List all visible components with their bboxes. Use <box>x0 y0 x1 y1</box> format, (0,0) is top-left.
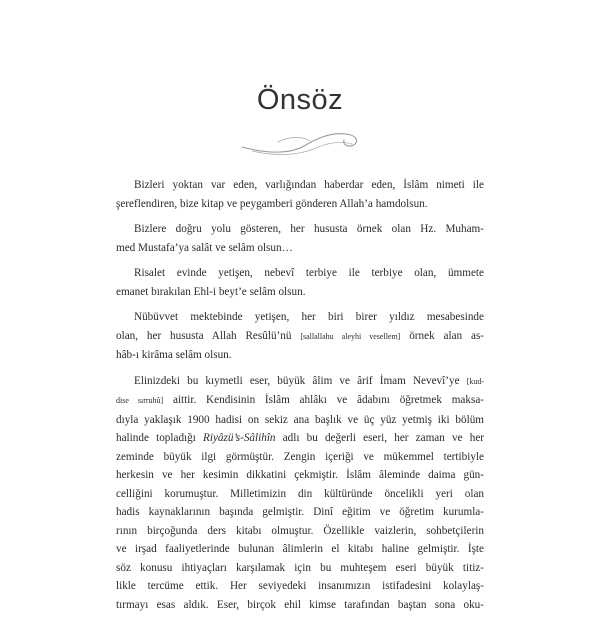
text-line: med Mustafa’ya salât ve selâm olsun… <box>116 241 293 254</box>
text-line: herkesin ve her kesimin dikkatini çekmiştir. İslâm âleminde daima gün- <box>116 469 484 481</box>
paragraph-5 <box>116 372 484 615</box>
flourish-ornament <box>238 124 364 160</box>
text-segment: halinde topladığı <box>116 432 196 444</box>
text-line: hadis kaynaklarının başında gelmiştir. Dinî eğitim ve öğretim kurumla- <box>116 506 484 518</box>
text-line: ve irşad faaliyetlerinde bulunan âlimlerin el kitabı haline gelmiştir. İşte <box>116 543 484 555</box>
text-line: tırmayı esas aldık. Eser, birçok ehil kimse tarafından baştan sona oku- <box>116 598 484 611</box>
honorific-small: [kud- <box>466 376 485 386</box>
text-line: dıyla yaklaşık 1900 hadisi on sekiz ana başlık ve üç yüz yetmiş iki bölüm <box>116 413 484 426</box>
preface-body <box>116 176 484 621</box>
text-segment: Elinizdeki bu kıymetli eser, büyük âlim ve ârif İmam Nevevî’ye <box>134 374 460 387</box>
page-title: Önsöz <box>256 84 344 116</box>
paragraph-2 <box>116 220 484 257</box>
text-line: emanet bırakılan Ehl-i beyt’e selâm olsun. <box>116 285 306 298</box>
text-line: Nübüvvet mektebinde yetişen, her biri birer yıldız mesabesinde <box>134 311 484 323</box>
text-line-mixed <box>116 429 484 448</box>
text-line: rının birçoğunda ders kitabı olmuştur. Özellikle vaizlerin, sohbetçilerin <box>116 524 484 537</box>
honorific-small: dise sırruhû] <box>116 396 164 405</box>
text-segment: olan, her hususta Allah Resûlü’nü <box>116 329 292 342</box>
text-line-mixed <box>116 391 484 411</box>
text-segment: örnek alan as- <box>409 329 485 342</box>
paragraph-1 <box>116 176 484 213</box>
text-line-mixed <box>116 372 484 392</box>
paragraph-4 <box>116 308 484 365</box>
text-line: Bizleri yoktan var eden, varlığından haberdar eden, İslâm nimeti ile <box>134 179 484 191</box>
text-line: Risalet evinde yetişen, nebevî terbiye ile terbiye olan, ümmete <box>134 267 484 279</box>
text-line: celliğini korumuştur. Milletimizin din kültüründe öncelikli yeri olan <box>116 487 484 500</box>
honorific-small: [sallallahu aleyhi vesellem] <box>300 331 401 341</box>
paragraph-3 <box>116 264 484 301</box>
text-line: şereflendiren, bize kitap ve peygamberi gönderen Allah’a hamdolsun. <box>116 197 428 210</box>
text-line-mixed <box>116 327 484 347</box>
text-line: Bizlere doğru yolu gösteren, her hususta örnek olan Hz. Muham- <box>134 223 484 235</box>
book-title-italic: Riyâzü’s-Sâlihîn <box>203 432 276 444</box>
text-segment: aittir. Kendisinin İslâm ahlâkı ve âdabını öğretmek maksa- <box>172 394 485 406</box>
text-line: hâb-ı kirâma selâm olsun. <box>116 349 232 361</box>
text-line: zeminde büyük ilgi görmüştür. Zengin içeriği ve mükemmel tertibiyle <box>116 450 484 463</box>
text-segment: adlı bu değerli eseri, her zaman ve her <box>282 432 485 444</box>
text-line: likle tercüme ettik. Her seviyedeki insanımızın istifadesini kolaylaş- <box>116 580 484 592</box>
text-line: söz konusu ihtiyaçları karşılamak için bu muhteşem eseri büyük titiz- <box>116 561 484 574</box>
